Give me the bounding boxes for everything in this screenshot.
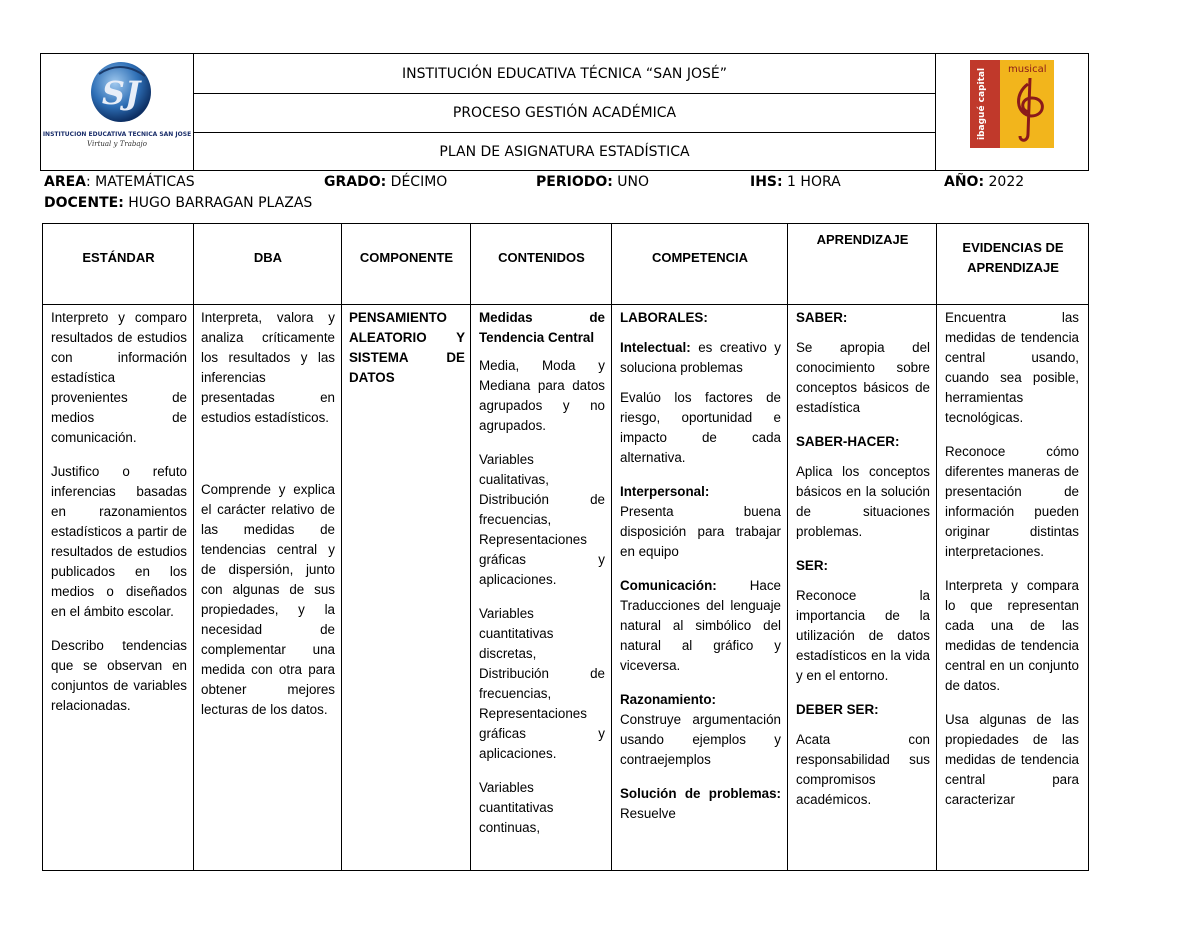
- ser-text: Reconoce la importancia de la utilización de datos estadísticos en la vida y en el entorno.: [796, 588, 930, 683]
- periodo-field: PERIODO: UNO: [536, 174, 650, 190]
- aprendizaje-cell: [796, 308, 930, 868]
- saber-text: Se apropia del conocimiento sobre conceptos básicos de estadística: [796, 340, 930, 415]
- comunicacion-label: Comunicación:: [620, 578, 717, 593]
- header-row-divider: [43, 304, 1088, 305]
- header-contenidos: CONTENIDOS: [498, 250, 585, 265]
- svg-text:ibagué capital: ibagué capital: [977, 67, 987, 140]
- institution-title: INSTITUCIÓN EDUCATIVA TÉCNICA “SAN JOSÉ”: [193, 54, 936, 94]
- estandar-cell: [51, 308, 187, 868]
- evidencias-cell: [945, 308, 1079, 868]
- saber-label: SABER:: [796, 310, 848, 325]
- plan-table: [42, 223, 1089, 871]
- razonamiento-label: Razonamiento:: [620, 692, 716, 707]
- saber-hacer-text: Aplica los conceptos básicos en la solución de situaciones problemas.: [796, 464, 930, 539]
- dba-item: Comprende y explica el carácter relativo de las medidas de tendencias central y de dispersión, junto con algunas de sus propiedades, y la necesidad de complementar una medida con otra para obtener mejores lecturas de los datos.: [201, 482, 335, 717]
- plan-title: PLAN DE ASIGNATURA ESTADÍSTICA: [439, 143, 690, 160]
- estandar-item: Describo tendencias que se observan en conjuntos de variables relacionadas.: [51, 638, 187, 713]
- header-componente: COMPONENTE: [359, 250, 454, 265]
- ibague-musical-logo: [935, 54, 1088, 170]
- header-competencia: COMPETENCIA: [651, 250, 749, 265]
- school-logo: [41, 54, 194, 170]
- evidencia-item: Interpreta y compara lo que representan cada una de las medidas de tendencia central en un conjunto de datos.: [945, 578, 1079, 693]
- intelectual-text: es creativo y soluciona problemas: [620, 340, 781, 375]
- comunicacion-text: Hace Traducciones del lenguaje natural al simbólico del natural al gráfico y viceversa.: [620, 578, 781, 673]
- grado-field: GRADO: DÉCIMO: [324, 174, 448, 190]
- razonamiento-text: Construye argumentación usando ejemplos y contraejemplos: [620, 712, 781, 767]
- intelectual-extra: Evalúo los factores de riesgo, oportunidad e impacto de cada alternativa.: [620, 390, 781, 465]
- music-logo-icon: [936, 54, 1088, 170]
- area-field: AREA: MATEMÁTICAS: [44, 174, 195, 190]
- header-estandar: ESTÁNDAR: [82, 250, 155, 265]
- interpersonal-text: Presenta buena disposición para trabajar en equipo: [620, 504, 781, 559]
- anio-field: AÑO: 2022: [944, 174, 1025, 190]
- estandar-item: Justifico o refuto inferencias basadas en razonamientos estadísticos a partir de resultados de estudios publicados en los medios o diseñados en el ámbito escolar.: [51, 464, 187, 619]
- dba-item: Interpreta, valora y analiza críticamente los resultados y las inferencias presentadas en estudios estadísticos.: [201, 310, 335, 425]
- header-dba: DBA: [253, 250, 283, 265]
- contenidos-title: Medidas de Tendencia Central: [479, 310, 605, 345]
- header-aprendizaje: APRENDIZAJE: [816, 232, 909, 247]
- contenidos-item: Variables cuantitativas discretas, Distribución de frecuencias, Representaciones gráficas y aplicaciones.: [479, 606, 605, 761]
- contenidos-item: Variables cuantitativas continuas,: [479, 780, 554, 835]
- evidencia-item: Encuentra las medidas de tendencia central usando, cuando sea posible, herramientas tecnológicas.: [945, 310, 1079, 425]
- svg-text:INSTITUCION EDUCATIVA TECNICA: INSTITUCION EDUCATIVA TECNICA SAN JOSE: [42, 131, 192, 138]
- school-logo-icon: [41, 54, 193, 170]
- header-box: [40, 53, 1089, 171]
- componente-cell: [349, 308, 465, 868]
- evidencia-item: Usa algunas de las propiedades de las medidas de tendencia central para caracterizar: [945, 712, 1079, 807]
- deber-ser-label: DEBER SER:: [796, 702, 879, 717]
- competencia-cell: [620, 308, 781, 868]
- componente-text: PENSAMIENTO ALEATORIO Y SISTEMA DE DATOS: [349, 310, 465, 385]
- docente-field: DOCENTE: HUGO BARRAGAN PLAZAS: [44, 195, 313, 211]
- contenidos-cell: [479, 308, 605, 868]
- solucion-text: Resuelve: [620, 806, 676, 821]
- ser-label: SER:: [796, 558, 828, 573]
- contenidos-item: Variables cualitativas, Distribución de frecuencias, Representaciones gráficas y aplicaciones.: [479, 452, 605, 587]
- ihs-field: IHS: 1 HORA: [750, 174, 841, 190]
- svg-text:Virtual y Trabajo: Virtual y Trabajo: [87, 140, 147, 148]
- estandar-item: Interpreto y comparo resultados de estudios con información estadística provenientes de medios de comunicación.: [51, 310, 187, 445]
- evidencia-item: Reconoce cómo diferentes maneras de presentación de información pueden originar distintas interpretaciones.: [945, 444, 1079, 559]
- deber-ser-text: Acata con responsabilidad sus compromisos académicos.: [796, 732, 930, 807]
- svg-text:musical: musical: [1008, 64, 1047, 75]
- contenidos-item: Media, Moda y Mediana para datos agrupados y no agrupados.: [479, 358, 605, 433]
- dba-cell: [201, 308, 335, 868]
- intelectual-label: Intelectual:: [620, 340, 691, 355]
- header-evidencias: EVIDENCIAS DE APRENDIZAJE: [962, 240, 1064, 275]
- laborales-label: LABORALES:: [620, 310, 708, 325]
- process-title: PROCESO GESTIÓN ACADÉMICA: [193, 93, 936, 133]
- svg-text:SJ: SJ: [101, 74, 141, 112]
- interpersonal-label: Interpersonal:: [620, 484, 710, 499]
- solucion-label: Solución de problemas:: [620, 786, 781, 801]
- saber-hacer-label: SABER-HACER:: [796, 434, 900, 449]
